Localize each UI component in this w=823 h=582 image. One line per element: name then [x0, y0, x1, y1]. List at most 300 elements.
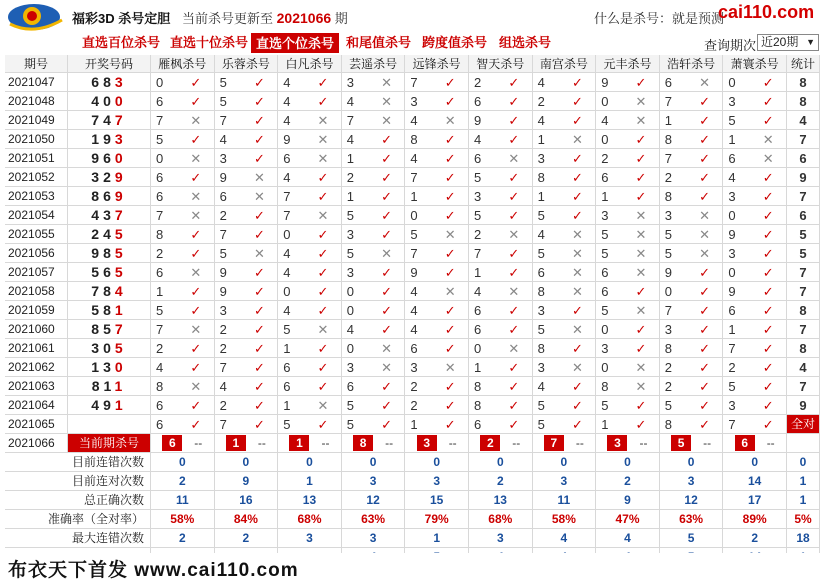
period-cell: 2021058: [5, 282, 68, 301]
tab-span-kill[interactable]: 跨度值杀号: [422, 35, 488, 50]
kill-digit: 8: [469, 396, 496, 415]
draw-digit: 3: [114, 74, 127, 90]
kill-digit: 3: [215, 149, 242, 168]
row-stat-cell: 9: [787, 168, 820, 187]
result-mark-icon: ✕: [750, 149, 787, 168]
draw-number-cell: [68, 187, 151, 206]
current-kill-cell: [405, 434, 469, 453]
draw-digit: 1: [114, 397, 127, 413]
period-cell: 2021053: [5, 187, 68, 206]
result-mark-icon: ✓: [623, 130, 660, 149]
kill-digit: 1: [278, 339, 305, 358]
current-result-pending: --: [512, 436, 521, 450]
period-cell: 2021061: [5, 339, 68, 358]
result-mark-icon: ✓: [687, 111, 724, 130]
result-mark-icon: ✓: [750, 263, 787, 282]
current-kill-cell: [660, 434, 724, 453]
result-mark-icon: ✕: [687, 225, 724, 244]
kill-digit: 8: [660, 187, 687, 206]
current-kill-digit: 3: [417, 435, 437, 451]
kill-digit: 3: [660, 320, 687, 339]
result-mark-icon: ✓: [305, 301, 342, 320]
result-mark-icon: ✓: [432, 415, 469, 434]
current-kill-digit: 6: [735, 435, 755, 451]
period-cell: 2021051: [5, 149, 68, 168]
result-mark-icon: ✕: [687, 244, 724, 263]
row-stat-cell: 4: [787, 358, 820, 377]
kill-digit: 5: [215, 73, 242, 92]
result-mark-icon: ✓: [496, 396, 533, 415]
draw-digit: 5: [114, 226, 127, 242]
result-mark-icon: ✓: [687, 320, 724, 339]
result-mark-icon: ✓: [305, 187, 342, 206]
stat-value: 12: [342, 491, 406, 510]
kill-digit: 0: [723, 263, 750, 282]
kill-digit: 1: [342, 187, 369, 206]
stat-value: 3: [405, 472, 469, 491]
kill-digit: 7: [660, 149, 687, 168]
draw-digit: 8: [91, 321, 104, 337]
stat-value: 9: [215, 472, 279, 491]
result-mark-icon: ✓: [369, 282, 406, 301]
kill-digit: 3: [596, 206, 623, 225]
draw-digit: 3: [114, 131, 127, 147]
kill-digit: 8: [151, 377, 178, 396]
result-mark-icon: ✕: [560, 263, 597, 282]
draw-digit: 7: [91, 112, 104, 128]
kill-digit: 3: [723, 244, 750, 263]
kill-digit: 0: [342, 282, 369, 301]
result-mark-icon: ✓: [496, 130, 533, 149]
kill-digit: 1: [469, 263, 496, 282]
stat-value: 9: [596, 491, 660, 510]
app-logo: [4, 0, 68, 32]
result-mark-icon: ✕: [687, 206, 724, 225]
current-kill-cell: [278, 434, 342, 453]
stat-value: 17: [723, 491, 787, 510]
result-mark-icon: ✕: [242, 168, 279, 187]
current-stat-cell: [787, 434, 820, 453]
kill-digit: 7: [215, 358, 242, 377]
kill-digit: 5: [469, 206, 496, 225]
query-period-label: 查询期次: [704, 38, 757, 53]
result-mark-icon: ✓: [496, 358, 533, 377]
result-mark-icon: ✓: [242, 301, 279, 320]
draw-digit: 8: [103, 283, 115, 299]
kill-digit: 1: [596, 187, 623, 206]
result-mark-icon: ✓: [750, 168, 787, 187]
result-mark-icon: ✓: [305, 73, 342, 92]
kill-digit: 0: [660, 282, 687, 301]
period-cell: 2021048: [5, 92, 68, 111]
kill-digit: 1: [278, 396, 305, 415]
draw-digit: 1: [91, 131, 104, 147]
kill-digit: 0: [723, 73, 750, 92]
result-mark-icon: ✓: [369, 225, 406, 244]
draw-digit: 0: [114, 93, 127, 109]
tab-tens-kill[interactable]: 直选十位杀号: [170, 35, 249, 50]
result-mark-icon: ✓: [432, 377, 469, 396]
draw-number-cell: [68, 130, 151, 149]
current-kill-cell: [723, 434, 787, 453]
kill-digit: 5: [215, 244, 242, 263]
draw-digit: 6: [103, 264, 115, 280]
kill-digit: 4: [278, 73, 305, 92]
kill-digit: 1: [723, 320, 750, 339]
kill-digit: 0: [278, 282, 305, 301]
current-result-pending: --: [575, 436, 584, 450]
query-period-select[interactable]: 近20期 ▼: [757, 34, 819, 51]
result-mark-icon: ✓: [560, 206, 597, 225]
draw-digit: 7: [114, 321, 127, 337]
result-mark-icon: ✓: [178, 282, 215, 301]
tab-group-kill[interactable]: 组选杀号: [499, 35, 552, 50]
result-mark-icon: ✓: [750, 282, 787, 301]
stat-row-label: 最大连错次数: [5, 529, 151, 548]
current-result-pending: --: [385, 436, 394, 450]
kill-digit: 3: [405, 358, 432, 377]
row-stat-cell: 7: [787, 282, 820, 301]
draw-number-cell: [68, 358, 151, 377]
result-mark-icon: ✓: [432, 92, 469, 111]
draw-digit: 6: [91, 74, 104, 90]
result-mark-icon: ✓: [432, 339, 469, 358]
kill-digit: 5: [596, 225, 623, 244]
result-mark-icon: ✕: [623, 358, 660, 377]
result-mark-icon: ✓: [369, 320, 406, 339]
result-mark-icon: ✓: [623, 168, 660, 187]
result-mark-icon: ✓: [369, 206, 406, 225]
kill-digit: 3: [533, 301, 560, 320]
stat-row-label: 目前连对次数: [5, 472, 151, 491]
result-mark-icon: ✓: [242, 339, 279, 358]
current-result-pending: --: [257, 436, 266, 450]
result-mark-icon: ✕: [623, 111, 660, 130]
stat-total: 18: [787, 529, 820, 548]
result-mark-icon: ✓: [560, 377, 597, 396]
tab-hundreds-kill[interactable]: 直选百位杀号: [82, 35, 161, 50]
kill-digit: 6: [342, 377, 369, 396]
kill-digit: 5: [533, 206, 560, 225]
kill-digit: 7: [278, 187, 305, 206]
kill-digit: 2: [723, 358, 750, 377]
top-header: [0, 0, 823, 32]
result-mark-icon: ✓: [432, 187, 469, 206]
result-mark-icon: ✓: [242, 225, 279, 244]
draw-number-cell: [68, 320, 151, 339]
draw-digit: 6: [103, 188, 115, 204]
result-mark-icon: ✓: [432, 149, 469, 168]
result-mark-icon: ✓: [178, 244, 215, 263]
stat-value: 0: [469, 453, 533, 472]
stat-value: 0: [660, 453, 724, 472]
result-mark-icon: ✓: [750, 92, 787, 111]
result-mark-icon: ✓: [560, 339, 597, 358]
kill-digit: 5: [533, 244, 560, 263]
result-mark-icon: ✕: [178, 111, 215, 130]
kill-digit: 7: [151, 206, 178, 225]
draw-number-cell: [68, 225, 151, 244]
result-mark-icon: ✕: [369, 358, 406, 377]
result-mark-icon: ✕: [305, 130, 342, 149]
kill-digit: 5: [723, 111, 750, 130]
result-mark-icon: ✓: [623, 73, 660, 92]
tab-bar: [0, 32, 823, 54]
draw-number-cell: [68, 396, 151, 415]
result-mark-icon: ✓: [750, 339, 787, 358]
result-mark-icon: ✓: [432, 320, 469, 339]
result-mark-icon: ✕: [623, 225, 660, 244]
stat-total: 1: [787, 491, 820, 510]
kill-digit: 3: [533, 358, 560, 377]
result-mark-icon: ✓: [687, 301, 724, 320]
kill-digit: 6: [660, 73, 687, 92]
result-mark-icon: ✓: [369, 263, 406, 282]
result-mark-icon: ✓: [750, 225, 787, 244]
kill-digit: 5: [405, 225, 432, 244]
result-mark-icon: ✕: [623, 92, 660, 111]
kill-digit: 3: [342, 225, 369, 244]
draw-digit: 5: [114, 340, 127, 356]
result-mark-icon: ✓: [178, 415, 215, 434]
kill-digit: 3: [723, 187, 750, 206]
row-stat-cell: 9: [787, 396, 820, 415]
result-mark-icon: ✓: [496, 111, 533, 130]
kill-digit: 5: [278, 415, 305, 434]
draw-digit: 9: [103, 397, 115, 413]
result-mark-icon: ✕: [305, 396, 342, 415]
stat-value: 1: [278, 472, 342, 491]
result-mark-icon: ✓: [496, 263, 533, 282]
column-header-expert: 南宫杀号: [533, 55, 597, 73]
kill-digit: 8: [151, 225, 178, 244]
period-cell: 2021049: [5, 111, 68, 130]
draw-digit: 8: [103, 302, 115, 318]
result-mark-icon: ✓: [369, 130, 406, 149]
kill-digit: 0: [151, 73, 178, 92]
kill-digit: 5: [278, 320, 305, 339]
column-header-expert: 远锋杀号: [405, 55, 469, 73]
stat-value: 3: [342, 529, 406, 548]
kill-digit: 5: [723, 377, 750, 396]
stat-value: 5: [660, 529, 724, 548]
kill-digit: 6: [533, 263, 560, 282]
kill-digit: 4: [215, 377, 242, 396]
kill-digit: 2: [660, 377, 687, 396]
kill-digit: 3: [215, 301, 242, 320]
draw-number-cell: [68, 111, 151, 130]
kill-digit: 9: [660, 263, 687, 282]
result-mark-icon: ✓: [178, 92, 215, 111]
result-mark-icon: ✓: [496, 301, 533, 320]
draw-digit: 4: [91, 397, 104, 413]
result-mark-icon: ✓: [242, 415, 279, 434]
kill-digit: 4: [533, 73, 560, 92]
result-mark-icon: ✓: [305, 168, 342, 187]
result-mark-icon: ✓: [432, 168, 469, 187]
kill-digit: 6: [405, 339, 432, 358]
draw-digit: 3: [103, 207, 115, 223]
kill-digit: 5: [533, 415, 560, 434]
result-mark-icon: ✓: [750, 358, 787, 377]
tab-sum-tail-kill[interactable]: 和尾值杀号: [346, 35, 412, 50]
draw-digit: 9: [114, 169, 127, 185]
kill-digit: 3: [342, 263, 369, 282]
kill-digit: 8: [405, 130, 432, 149]
kill-digit: 1: [533, 187, 560, 206]
result-mark-icon: ✓: [242, 377, 279, 396]
kill-digit: 2: [215, 339, 242, 358]
result-mark-icon: ✓: [623, 415, 660, 434]
stat-value: 47%: [596, 510, 660, 529]
kill-digit: 6: [596, 282, 623, 301]
kill-digit: 4: [405, 301, 432, 320]
result-mark-icon: ✓: [178, 130, 215, 149]
draw-digit: 7: [114, 207, 127, 223]
current-kill-digit: 3: [607, 435, 627, 451]
kill-digit: 8: [469, 377, 496, 396]
kill-digit: 5: [660, 244, 687, 263]
kill-digit: 2: [596, 149, 623, 168]
result-mark-icon: ✓: [750, 187, 787, 206]
column-header-expert: 雁枫杀号: [151, 55, 215, 73]
result-mark-icon: ✓: [687, 358, 724, 377]
row-stat-cell: 8: [787, 339, 820, 358]
kill-digit: 7: [215, 111, 242, 130]
period-cell: 2021065: [5, 415, 68, 434]
kill-digit: 4: [278, 92, 305, 111]
result-mark-icon: ✓: [305, 263, 342, 282]
result-mark-icon: ✓: [369, 415, 406, 434]
draw-digit: 2: [103, 169, 115, 185]
kill-digit: 4: [342, 130, 369, 149]
result-mark-icon: ✓: [305, 92, 342, 111]
footer-credit: 布衣天下首发 www.cai110.com: [8, 560, 299, 581]
kill-digit: 1: [151, 282, 178, 301]
kill-digit: 0: [596, 320, 623, 339]
current-kill-digit: 1: [289, 435, 309, 451]
result-mark-icon: ✓: [496, 187, 533, 206]
stat-row-label: 准确率（全对率）: [5, 510, 151, 529]
row-stat-cell: 5: [787, 225, 820, 244]
period-cell: 2021063: [5, 377, 68, 396]
result-mark-icon: ✓: [305, 225, 342, 244]
result-mark-icon: ✕: [242, 187, 279, 206]
result-mark-icon: ✓: [369, 396, 406, 415]
kill-digit: 5: [342, 415, 369, 434]
current-period-cell: 2021066: [5, 434, 68, 453]
kill-digit: 7: [278, 206, 305, 225]
kill-digit: 2: [405, 396, 432, 415]
kill-digit: 1: [405, 415, 432, 434]
kill-digit: 9: [469, 111, 496, 130]
stat-value: 0: [723, 453, 787, 472]
result-mark-icon: ✓: [560, 92, 597, 111]
kill-number-explain-link[interactable]: 什么是杀号：就是预测: [594, 11, 725, 26]
period-cell: 2021064: [5, 396, 68, 415]
result-mark-icon: ✓: [560, 396, 597, 415]
kill-digit: 3: [469, 187, 496, 206]
update-period: 2021066: [276, 10, 332, 26]
stat-row-label: 总正确次数: [5, 491, 151, 510]
row-stat-cell: 6: [787, 206, 820, 225]
row-stat-cell: 5: [787, 244, 820, 263]
result-mark-icon: ✕: [305, 149, 342, 168]
result-mark-icon: ✓: [750, 73, 787, 92]
draw-digit: 5: [103, 321, 115, 337]
kill-digit: 5: [342, 244, 369, 263]
draw-digit: 3: [91, 169, 104, 185]
kill-digit: 0: [596, 92, 623, 111]
result-mark-icon: ✕: [750, 130, 787, 149]
kill-digit: 0: [278, 225, 305, 244]
result-mark-icon: ✓: [242, 149, 279, 168]
kill-digit: 4: [469, 282, 496, 301]
draw-digit: 7: [114, 112, 127, 128]
kill-digit: 2: [533, 92, 560, 111]
result-mark-icon: ✕: [369, 92, 406, 111]
draw-number-cell: [68, 149, 151, 168]
draw-digit: 9: [103, 131, 115, 147]
column-header-expert: 浩轩杀号: [660, 55, 724, 73]
result-mark-icon: ✓: [369, 377, 406, 396]
current-kill-cell: [342, 434, 406, 453]
row-stat-cell: 8: [787, 92, 820, 111]
kill-digit: 8: [533, 282, 560, 301]
kill-digit: 9: [596, 73, 623, 92]
stat-value: 3: [533, 472, 597, 491]
draw-digit: 7: [91, 283, 104, 299]
kill-digit: 3: [723, 92, 750, 111]
row-stat-cell: 8: [787, 301, 820, 320]
draw-digit: 9: [91, 150, 104, 166]
stat-value: 2: [151, 472, 215, 491]
result-mark-icon: ✓: [369, 187, 406, 206]
stat-value: 0: [342, 453, 406, 472]
kill-digit: 4: [533, 377, 560, 396]
kill-digit: 6: [596, 263, 623, 282]
tab-units-kill[interactable]: 直选个位杀号: [251, 33, 339, 53]
current-kill-cell: [469, 434, 533, 453]
result-mark-icon: ✓: [496, 168, 533, 187]
kill-digit: 1: [342, 149, 369, 168]
period-cell: 2021057: [5, 263, 68, 282]
result-mark-icon: ✓: [432, 206, 469, 225]
kill-digit: 9: [215, 263, 242, 282]
period-cell: 2021055: [5, 225, 68, 244]
kill-digit: 2: [405, 377, 432, 396]
row-stat-cell: 6: [787, 149, 820, 168]
result-mark-icon: ✓: [560, 149, 597, 168]
period-cell: 2021056: [5, 244, 68, 263]
result-mark-icon: ✓: [687, 168, 724, 187]
result-mark-icon: ✓: [623, 149, 660, 168]
footer: [0, 553, 823, 579]
site-logo-text[interactable]: cai110.com: [718, 2, 815, 22]
draw-number-cell: [68, 301, 151, 320]
kill-digit: 4: [405, 111, 432, 130]
draw-digit: 3: [91, 340, 104, 356]
stat-value: 89%: [723, 510, 787, 529]
result-mark-icon: ✕: [623, 377, 660, 396]
result-mark-icon: ✕: [369, 73, 406, 92]
result-mark-icon: ✕: [369, 244, 406, 263]
kill-digit: 7: [151, 111, 178, 130]
draw-number-cell: [68, 206, 151, 225]
column-header-expert: 萧寰杀号: [723, 55, 787, 73]
result-mark-icon: ✓: [369, 168, 406, 187]
result-mark-icon: ✕: [178, 206, 215, 225]
